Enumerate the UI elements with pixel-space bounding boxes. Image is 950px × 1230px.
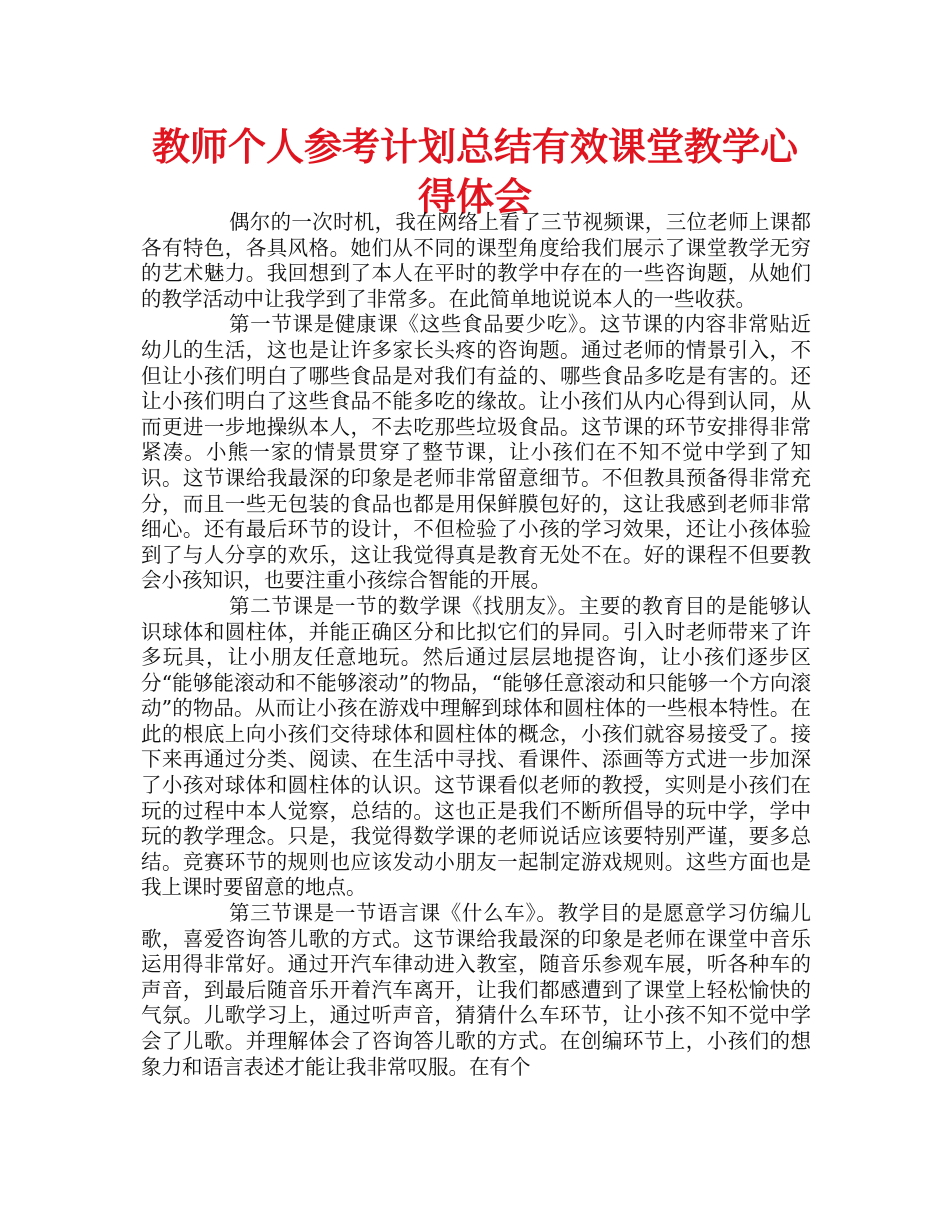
document-title: 教师个人参考计划总结有效课堂教学心得体会 <box>151 125 798 219</box>
paragraph-lesson-1: 第一节课是健康课《这些食品要少吃》。这节课的内容非常贴近幼儿的生活，这也是让许多家长头疼的咨询题。通过老师的情景引入，不但让小孩们明白了哪些食品是对我们有益的、哪些食品多吃是有害的。还让小孩们明白了这些食品不能多吃的缘故。让小孩们从内心得到认同，从而更进一步地操纵本人，不去吃那些垃圾食品。这节课的环节安排得非常紧凑。小熊一家的情景贯穿了整节课，让小孩们在不知不觉中学到了知识。这节课给我最深的印象是老师非常留意细节。不但教具预备得非常充分，而且一些无包装的食品也都是用保鲜膜包好的，这让我感到老师非常细心。还有最后环节的设计，不但检验了小孩的学习效果，还让小孩体验到了与人分享的欢乐，这让我觉得真是教育无处不在。好的课程不但要教会小孩知识，也要注重小孩综合智能的开展。 <box>141 312 811 593</box>
paragraph-intro: 偶尔的一次时机，我在网络上看了三节视频课，三位老师上课都各有特色，各具风格。她们从不同的课型角度给我们展示了课堂教学无穷的艺术魅力。我回想到了本人在平时的教学中存在的一些咨询题，从她们的教学活动中让我学到了非常多。在此简单地说说本人的一些收获。 <box>141 210 811 311</box>
paragraph-lesson-2: 第二节课是一节的数学课《找朋友》。主要的教育目的是能够认识球体和圆柱体，并能正确区分和比拟它们的异同。引入时老师带来了许多玩具，让小朋友任意地玩。然后通过层层地提咨询，让小孩们逐步区分“能够能滚动和不能够滚动”的物品，“能够任意滚动和只能够一个方向滚动”的物品。从而让小孩在游戏中理解到球体和圆柱体的一些根本特性。在此的根底上向小孩们交待球体和圆柱体的概念，小孩们就容易接受了。接下来再通过分类、阅读、在生活中寻找、看课件、添画等方式进一步加深了小孩对球体和圆柱体的认识。这节课看似老师的教授，实则是小孩们在玩的过程中本人觉察，总结的。这也正是我们不断所倡导的玩中学，学中玩的教学理念。只是，我觉得数学课的老师说话应该要特别严谨，要多总结。竞赛环节的规则也应该发动小朋友一起制定游戏规则。这些方面也是我上课时要留意的地点。 <box>141 593 811 900</box>
paragraph-lesson-3: 第三节课是一节语言课《什么车》。教学目的是愿意学习仿编儿歌，喜爱咨询答儿歌的方式。这节课给我最深的印象是老师在课堂中音乐运用得非常好。通过开汽车律动进入教室，随音乐参观车展，听各种车的声音，到最后随音乐开着汽车离开，让我们都感遭到了课堂上轻松愉快的气氛。儿歌学习上，通过听声音，猜猜什么车环节，让小孩不知不觉中学会了儿歌。并理解体会了咨询答儿歌的方式。在创编环节上，小孩们的想象力和语言表述才能让我非常叹服。在有个 <box>141 901 811 1079</box>
document-body <box>141 210 811 1080</box>
